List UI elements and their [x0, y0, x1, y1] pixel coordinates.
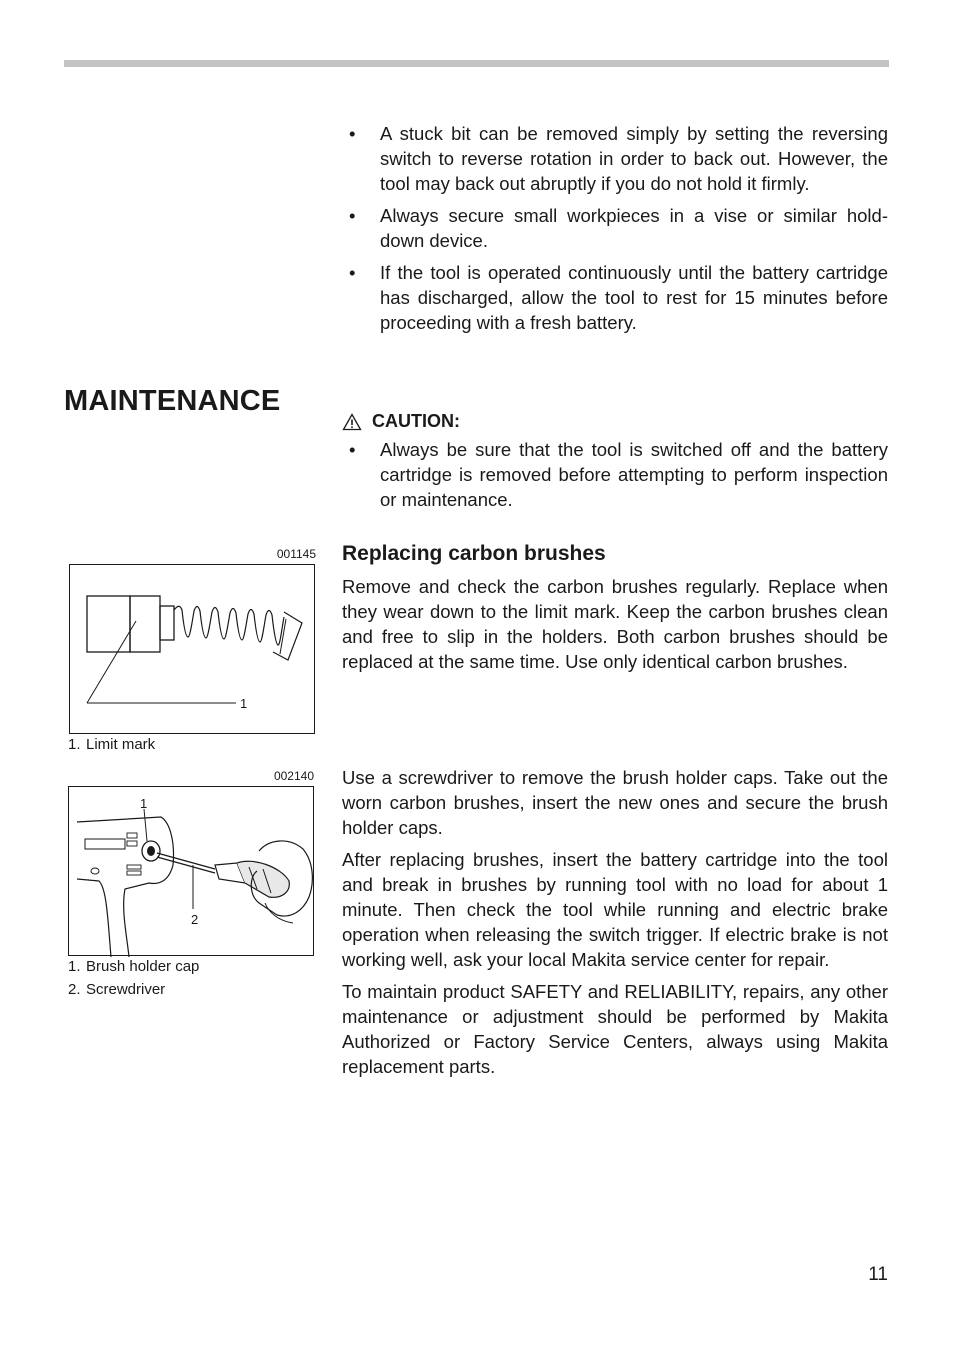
figure-2-callout-1: 1: [140, 796, 148, 811]
intro-bullets-block: [342, 121, 888, 342]
figure-2-legend-item-1: 1. Brush holder cap: [68, 958, 200, 975]
caution-heading: [342, 409, 888, 434]
intro-bullet-3: • If the tool is operated continuously until the battery cartridge has discharged, allow the tool to rest for 15 minutes before proceeding with a fresh battery.: [342, 260, 888, 335]
top-rule: [64, 60, 889, 67]
figure-2-callout-2: 2: [191, 912, 199, 927]
figure-2-legend-item-2: 2. Screwdriver: [68, 981, 166, 998]
intro-bullet-2: • Always secure small workpieces in a vise or similar hold-down device.: [342, 203, 888, 253]
carbon-brushes-heading: Replacing carbon brushes: [342, 542, 606, 565]
caution-bullet-1: • Always be sure that the tool is switched off and the battery cartridge is removed before attempting to perform inspection or maintenance.: [342, 437, 888, 512]
caution-bullet-list: [342, 437, 888, 512]
procedure-section: [342, 765, 888, 1086]
caution-block: [342, 409, 888, 519]
figure-2-legend: [68, 955, 199, 1001]
figure-1-code: 001145: [276, 547, 316, 561]
figure-1-carbon-brush: [69, 564, 315, 734]
section-title: MAINTENANCE: [64, 385, 281, 417]
caution-label: CAUTION:: [372, 411, 460, 431]
screwdriver-illustration: [69, 787, 315, 957]
figure-1-callout-1: 1: [240, 696, 248, 711]
figure-2-code: 002140: [273, 769, 314, 783]
figure-1-legend: [68, 733, 155, 756]
intro-bullet-list: [342, 121, 888, 335]
procedure-paragraph-1: Use a screwdriver to remove the brush holder caps. Take out the worn carbon brushes, insert the new ones and secure the brush holder caps.: [342, 767, 888, 838]
intro-bullet-1: • A stuck bit can be removed simply by setting the reversing switch to reverse rotation in order to back out. However, the tool may back out abruptly if you do not hold it firmly.: [342, 121, 888, 196]
carbon-brushes-paragraph: Remove and check the carbon brushes regularly. Replace when they wear down to the limit mark. Keep the carbon brushes clean and free to slip in the holders. Both carbon brushes should be replaced at the same time. Use only identical carbon brushes.: [342, 576, 888, 672]
procedure-paragraph-3: To maintain product SAFETY and RELIABILITY, repairs, any other maintenance or adjustment should be performed by Makita Authorized or Factory Service Centers, always using Makita replacement parts.: [342, 981, 888, 1077]
carbon-brushes-section: [342, 541, 888, 681]
warning-triangle-icon: [342, 413, 362, 431]
figure-1-legend-item: 1. Limit mark: [68, 736, 156, 753]
carbon-brush-illustration: [70, 565, 316, 735]
figure-2-brush-holder: [68, 786, 314, 956]
page-number: 11: [868, 1264, 888, 1285]
procedure-paragraph-2: After replacing brushes, insert the battery cartridge into the tool and break in brushes by running tool with no load for about 1 minute. Then check the tool while running and electric brake operation when releasing the switch trigger. If electric brake is not working well, ask your local Makita service center for repair.: [342, 849, 888, 970]
